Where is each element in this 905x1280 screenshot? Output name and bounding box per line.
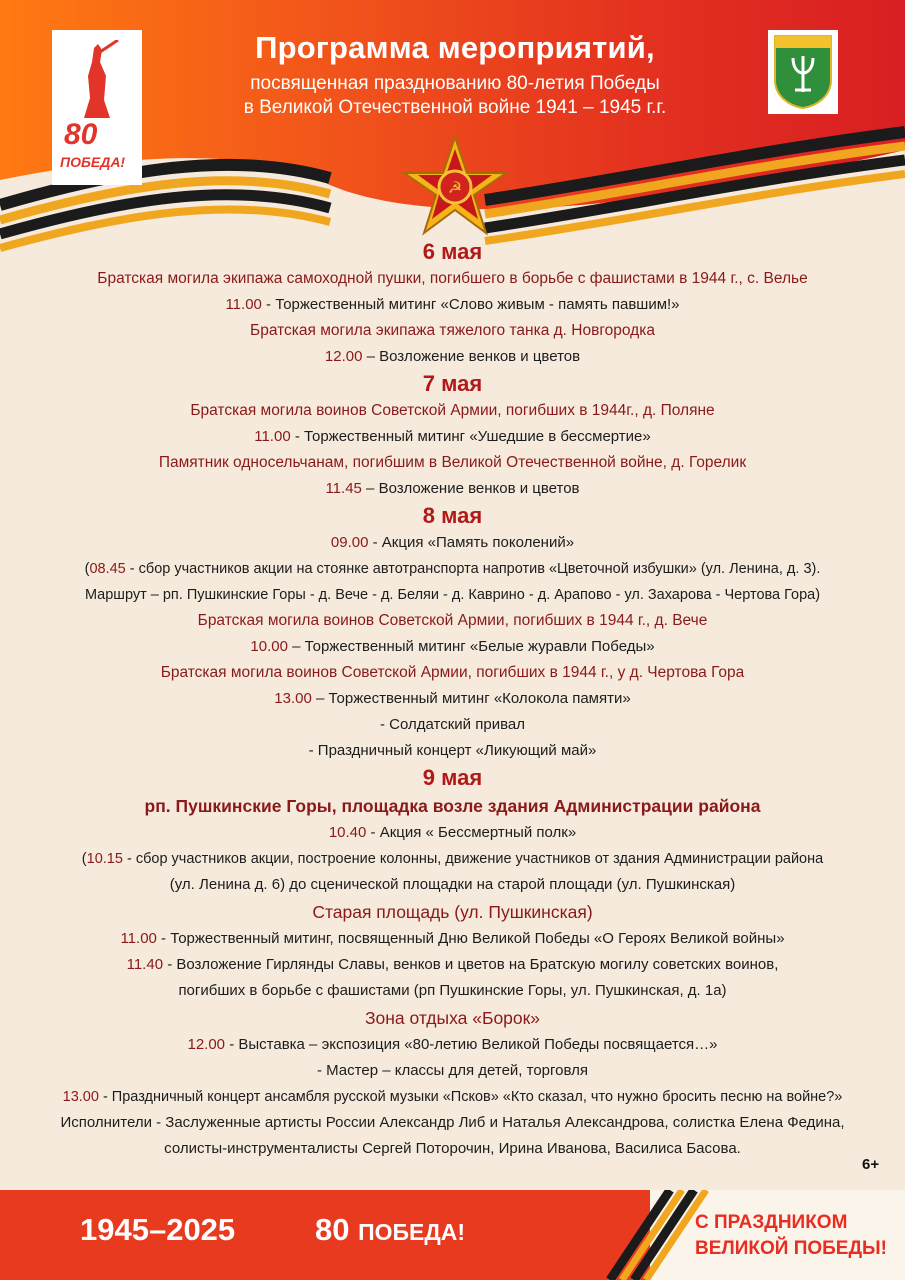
event-line: погибших в борьбе с фашистами (рп Пушкинские Горы, ул. Пушкинская, д. 1а) [178, 982, 727, 999]
event-line [0, 556, 905, 582]
event-place: Братская могила воинов Советской Армии, погибших в 1944 г., у д. Чертова Гора [160, 664, 745, 681]
event-text: - сбор участников акции, построение колонны, движение участников от здания Администрации района [122, 851, 824, 867]
event-line [0, 344, 905, 370]
event-line: - Солдатский привал [380, 716, 525, 733]
page-subtitle-1: посвященная празднованию 80-летия Победы [250, 73, 660, 94]
event-line [0, 292, 905, 318]
event-time: 08.45 [89, 561, 126, 577]
logo-word: ПОБЕДА! [60, 154, 126, 170]
event-text: - Торжественный митинг «Ушедшие в бессмертие» [290, 428, 651, 445]
event-time: 11.00 [225, 296, 262, 313]
footer-greeting [695, 1210, 887, 1262]
event-time: 13.00 [62, 1089, 99, 1105]
event-time: 11.40 [126, 956, 164, 973]
event-text: - Торжественный митинг, посвященный Дню Великой Победы «О Героях Великой войны» [156, 930, 785, 947]
venue-heading: Зона отдыха «Борок» [364, 1008, 541, 1028]
day-heading: 9 мая [422, 765, 483, 790]
event-place: Памятник односельчанам, погибшим в Великой Отечественной войне, д. Горелик [158, 454, 747, 471]
event-line [0, 926, 905, 952]
footer-word: ПОБЕДА! [358, 1219, 466, 1245]
page-subtitle-2: в Великой Отечественной войне 1941 – 1945 г.г. [243, 97, 667, 118]
event-line [0, 1032, 905, 1058]
event-line: Исполнители - Заслуженные артисты России Александр Либ и Наталья Александрова, солистка Елена Федина, [60, 1114, 845, 1131]
event-time: 09.00 [330, 534, 369, 551]
venue-heading: рп. Пушкинские Горы, площадка возле здания Администрации района [144, 796, 761, 816]
page-title: Программа мероприятий, [255, 30, 655, 65]
svg-text:☭: ☭ [447, 178, 463, 197]
day-heading: 6 мая [422, 239, 483, 264]
event-place: Братская могила экипажа тяжелого танка д. Новгородка [250, 322, 655, 339]
greeting-line-1: С ПРАЗДНИКОМ [695, 1212, 848, 1233]
event-time: 11.00 [254, 428, 291, 445]
event-line [0, 820, 905, 846]
event-line: - Праздничный концерт «Ликующий май» [308, 742, 597, 759]
event-line: Маршрут – рп. Пушкинские Горы - д. Вече - д. Беляи - д. Каврино - д. Арапово - ул. Захарова - Чертова Гора) [84, 587, 821, 603]
event-time: 10.15 [86, 851, 123, 867]
event-time: 10.40 [328, 824, 367, 841]
event-text: - Праздничный концерт ансамбля русской музыки «Псков» «Кто сказал, что нужно бросить песню на войне?» [98, 1089, 843, 1105]
event-time: 11.45 [325, 480, 362, 497]
greeting-line-2: ВЕЛИКОЙ ПОБЕДЫ! [695, 1238, 887, 1259]
event-prefix: ( [81, 851, 87, 867]
district-crest [768, 30, 838, 114]
event-line [0, 1084, 905, 1110]
event-prefix: ( [84, 561, 90, 577]
event-place: Братская могила экипажа самоходной пушки, погибшего в борьбе с фашистами в 1944 г., с. Велье [97, 270, 808, 287]
event-text: - Торжественный митинг «Слово живым - память павшим!» [261, 296, 680, 313]
event-time: 11.00 [120, 930, 157, 947]
age-rating-badge: 6+ [862, 1156, 880, 1173]
order-star-icon [400, 135, 510, 240]
event-place: Братская могила воинов Советской Армии, погибших в 1944 г., д. Вече [197, 612, 708, 629]
footer-victory-80 [315, 1212, 465, 1248]
event-text: - Возложение Гирлянды Славы, венков и цветов на Братскую могилу советских воинов, [163, 956, 779, 973]
venue-heading: Старая площадь (ул. Пушкинская) [312, 902, 593, 922]
event-text: – Торжественный митинг «Белые журавли Победы» [287, 638, 655, 655]
event-place: Братская могила воинов Советской Армии, погибших в 1944г., д. Поляне [190, 402, 715, 419]
event-text: - сбор участников акции на стоянке автотранспорта напротив «Цветочной избушки» (ул. Ленина, д. 3). [125, 561, 821, 577]
event-line [0, 686, 905, 712]
event-line [0, 424, 905, 450]
event-time: 12.00 [324, 348, 363, 365]
day-heading: 8 мая [422, 503, 483, 528]
program-content [0, 238, 905, 1162]
event-time: 10.00 [250, 638, 288, 655]
event-line [0, 846, 905, 872]
day-heading: 7 мая [422, 371, 483, 396]
event-time: 12.00 [187, 1036, 226, 1053]
event-time: 13.00 [274, 690, 312, 707]
event-line: (ул. Ленина д. 6) до сценической площадки на старой площади (ул. Пушкинская) [169, 876, 736, 893]
footer-number: 80 [315, 1212, 350, 1247]
logo-number: 80 [64, 118, 98, 151]
victory-80-logo [52, 30, 142, 185]
event-line [0, 952, 905, 978]
motherland-statue-icon [74, 40, 120, 120]
event-line [0, 530, 905, 556]
event-line [0, 634, 905, 660]
event-text: - Акция «Память поколений» [368, 534, 575, 551]
coat-of-arms-icon [773, 34, 833, 110]
event-line: - Мастер – классы для детей, торговля [316, 1062, 589, 1079]
event-text: – Возложение венков и цветов [361, 480, 580, 497]
event-text: – Возложение венков и цветов [362, 348, 581, 365]
event-text: - Акция « Бессмертный полк» [366, 824, 577, 841]
page-title-block [220, 30, 690, 120]
event-line [0, 476, 905, 502]
event-line: солисты-инструменталисты Сергей Поторочин, Ирина Иванова, Василиса Басова. [164, 1140, 741, 1157]
event-text: - Выставка – экспозиция «80-летию Великой Победы посвящается…» [225, 1036, 718, 1053]
event-text: – Торжественный митинг «Колокола памяти» [311, 690, 631, 707]
footer-years: 1945–2025 [80, 1212, 236, 1247]
